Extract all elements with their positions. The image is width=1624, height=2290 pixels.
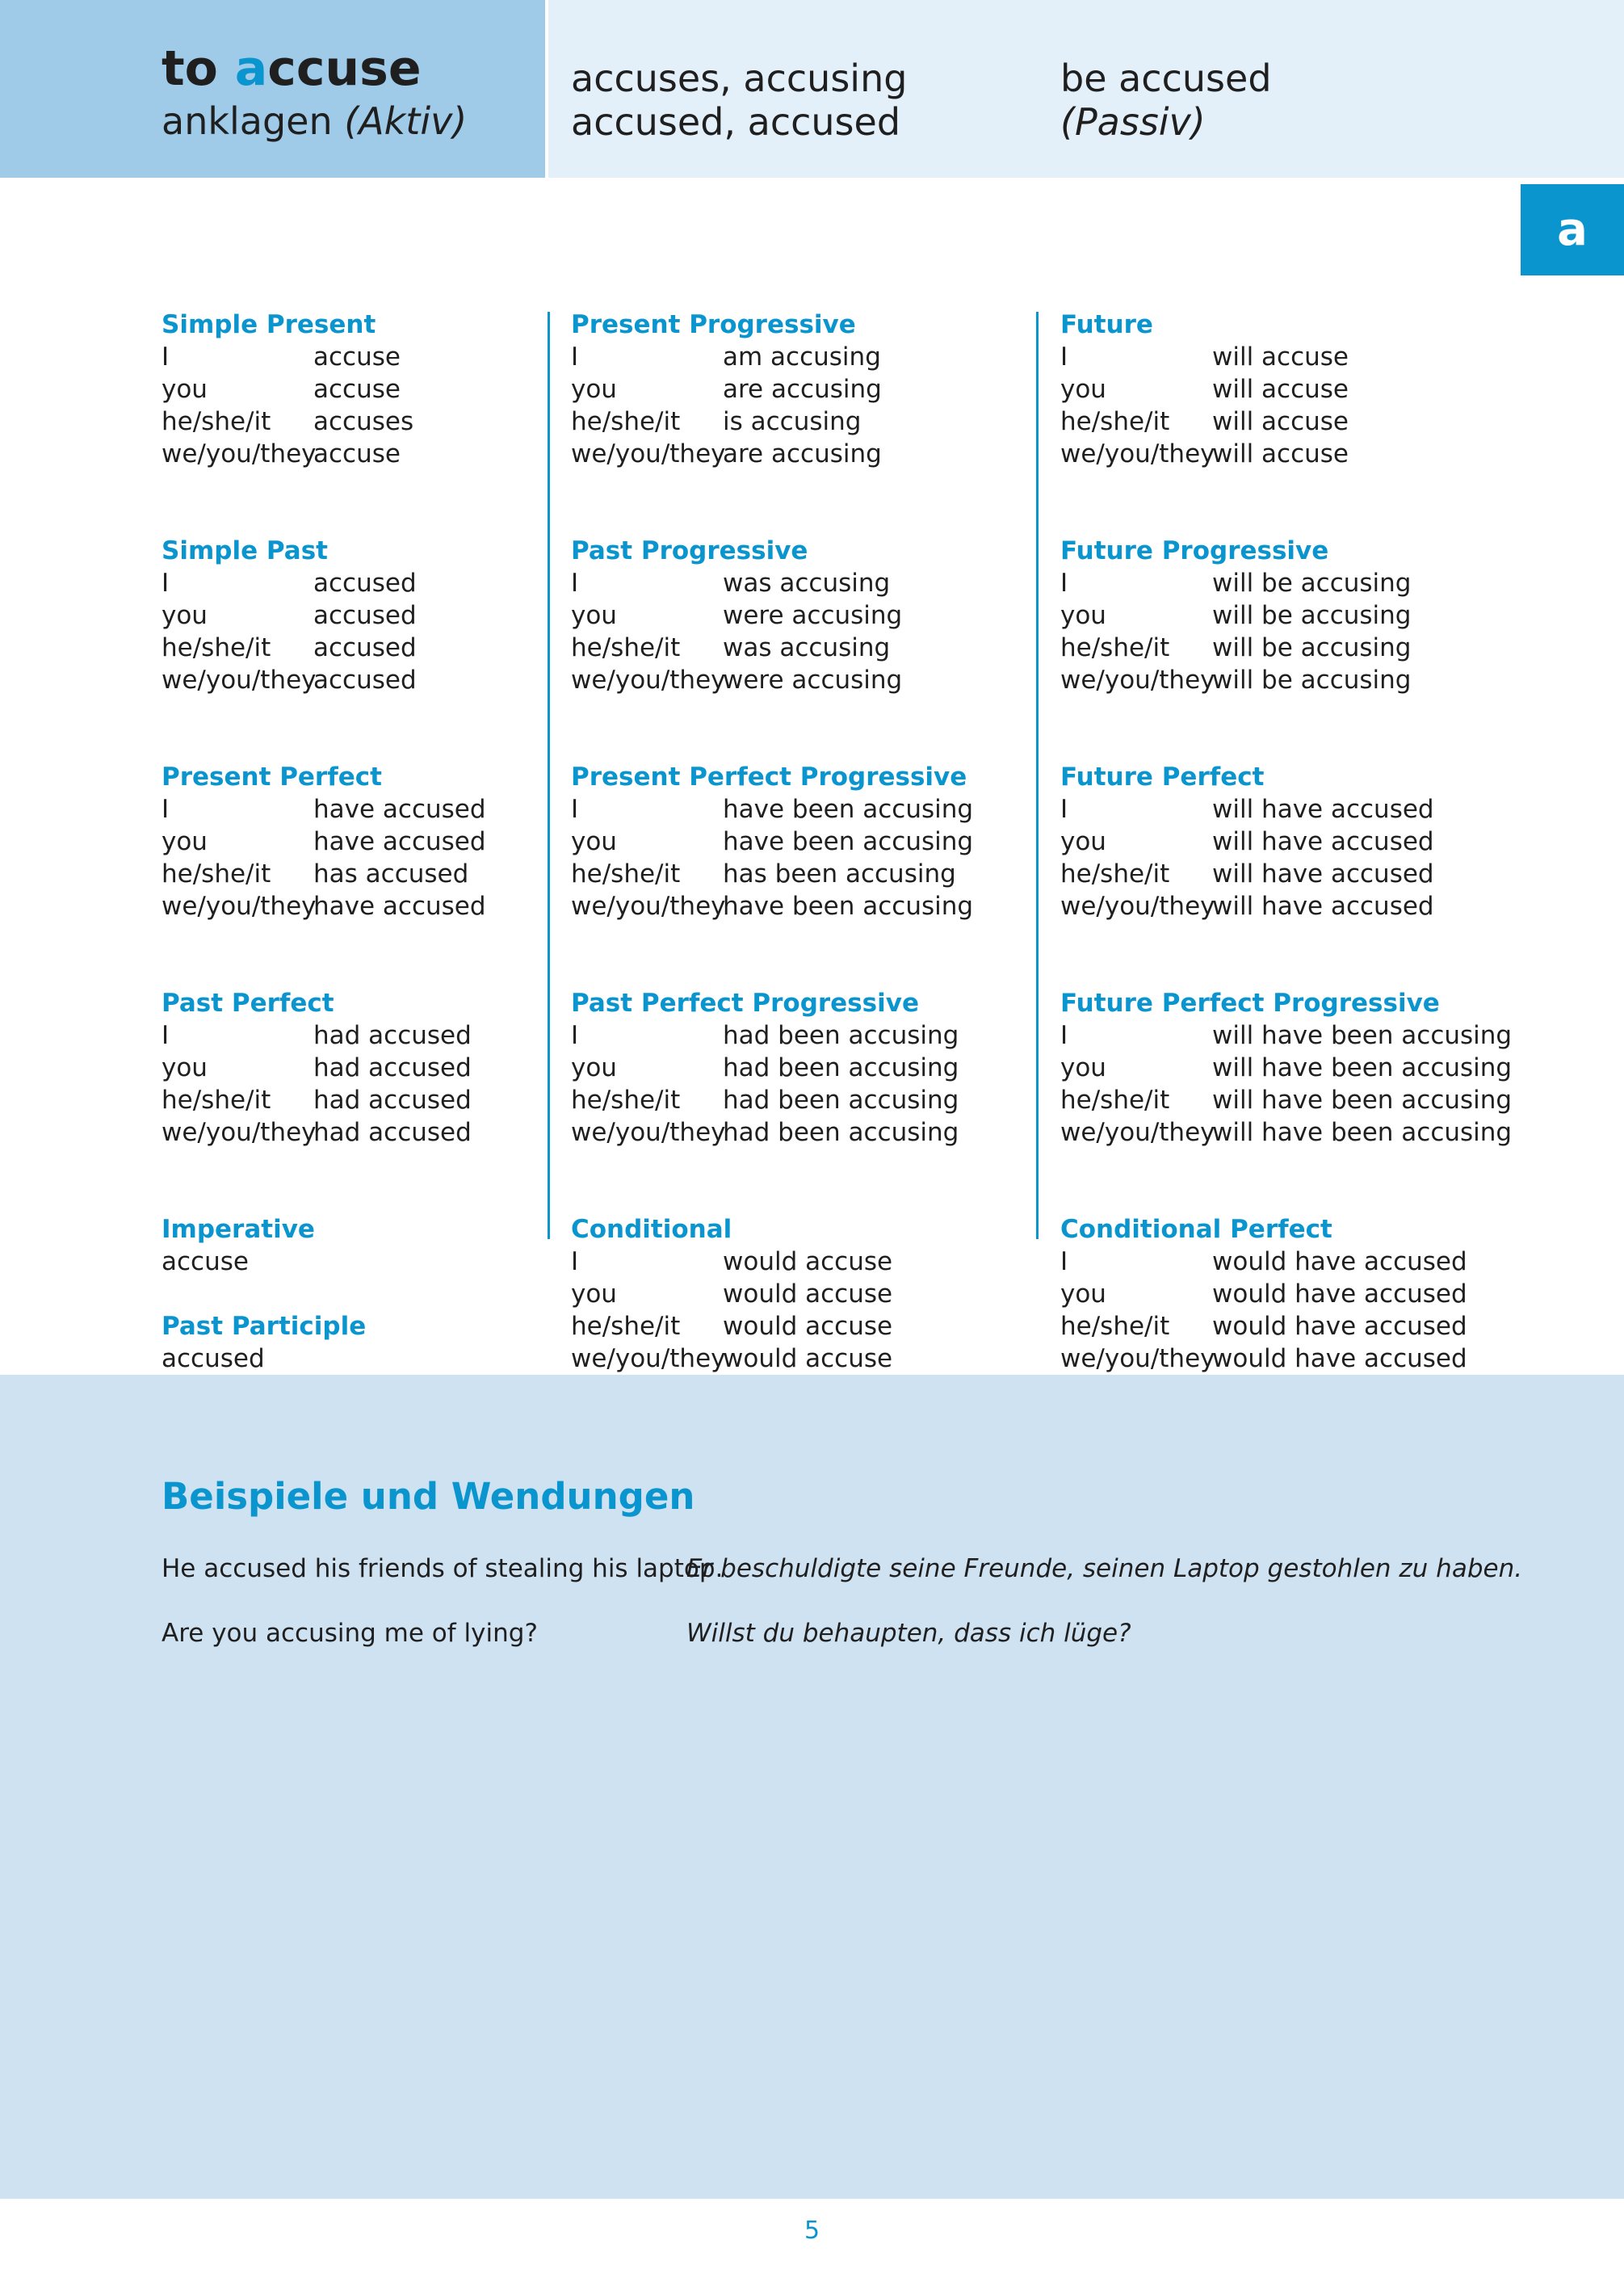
passive-form xyxy=(1060,57,1272,144)
verb-form: would have accused xyxy=(1212,1312,1467,1341)
examples-title: Beispiele und Wendungen xyxy=(162,1475,695,1518)
conjugation-row xyxy=(162,793,486,826)
pronoun: we/you/they xyxy=(1060,1118,1215,1147)
pronoun: we/you/they xyxy=(571,439,726,469)
conjugation-row xyxy=(1060,438,1512,470)
pronoun: we/you/they xyxy=(1060,1344,1215,1373)
pronoun: I xyxy=(1060,795,1068,824)
conjugation-row xyxy=(162,599,486,632)
forms-line-2: accused, accused xyxy=(571,100,901,144)
conjugation-row xyxy=(1060,664,1512,696)
pronoun: we/you/they xyxy=(571,666,726,695)
verb-form: have accused xyxy=(313,892,486,921)
tense-block-past-perfect xyxy=(162,987,486,1149)
tense-block-present-perfect xyxy=(162,761,486,922)
conjugation-row xyxy=(162,1019,486,1052)
conjugation-row xyxy=(571,1246,973,1278)
verb-form: will accuse xyxy=(1212,439,1349,469)
conjugation-row xyxy=(1060,632,1512,664)
verb-form: have accused xyxy=(313,827,486,856)
verb-title xyxy=(162,40,422,97)
pronoun: he/she/it xyxy=(1060,633,1170,662)
verb-translation xyxy=(162,101,467,142)
verb-form: will have accused xyxy=(1212,795,1434,824)
tense-title: Future xyxy=(1060,310,1153,339)
pronoun: he/she/it xyxy=(1060,859,1170,889)
verb-form: has accused xyxy=(313,859,469,889)
conjugation-row xyxy=(1060,373,1512,405)
verb-form: accuse xyxy=(162,1247,249,1276)
tense-column-1 xyxy=(162,309,486,1375)
verb-form: were accusing xyxy=(723,601,903,630)
tense-block-future xyxy=(1060,309,1512,470)
pronoun: he/she/it xyxy=(162,859,271,889)
verb-form: will accuse xyxy=(1212,375,1349,404)
pronoun: he/she/it xyxy=(1060,407,1170,436)
pronoun: you xyxy=(162,375,208,404)
tense-block-simple-present xyxy=(162,309,486,470)
pronoun: he/she/it xyxy=(571,1086,681,1115)
pronoun: I xyxy=(1060,569,1068,598)
pronoun: I xyxy=(571,1021,579,1050)
pronoun: we/you/they xyxy=(1060,892,1215,921)
verb-form: had accused xyxy=(313,1086,472,1115)
pronoun: we/you/they xyxy=(571,892,726,921)
verb-form: would accuse xyxy=(723,1312,893,1341)
tense-title: Future Perfect xyxy=(1060,763,1265,792)
conjugation-row xyxy=(1060,1019,1512,1052)
conjugation-row xyxy=(162,373,486,405)
pronoun: you xyxy=(1060,827,1106,856)
conjugation-row xyxy=(1060,858,1512,890)
column-divider-1 xyxy=(548,312,550,1239)
example-english: Are you accusing me of lying? xyxy=(162,1619,538,1648)
pronoun: I xyxy=(162,795,170,824)
verb-form: will be accusing xyxy=(1212,569,1412,598)
pronoun: he/she/it xyxy=(162,407,271,436)
conjugation-row xyxy=(571,373,973,405)
conjugation-row xyxy=(162,890,486,922)
verb-form: would have accused xyxy=(1212,1344,1467,1373)
pronoun: I xyxy=(162,569,170,598)
translation-text: anklagen xyxy=(162,99,333,143)
conjugation-row xyxy=(162,1052,486,1084)
conjugation-row xyxy=(162,405,486,438)
verb-form: was accusing xyxy=(723,633,891,662)
example-german: Er beschuldigte seine Freunde, seinen Laptop gestohlen zu haben. xyxy=(686,1554,1523,1583)
tense-title: Present Progressive xyxy=(571,310,856,339)
conjugation-row xyxy=(1060,1278,1512,1310)
tense-block-future-perfect-progressive xyxy=(1060,987,1512,1149)
conjugation-row xyxy=(571,890,973,922)
verb-form: will be accusing xyxy=(1212,666,1412,695)
conjugation-row xyxy=(571,1052,973,1084)
pronoun: I xyxy=(571,795,579,824)
passive-label: (Passiv) xyxy=(1060,100,1206,144)
tense-block-future-perfect xyxy=(1060,761,1512,922)
tense-title: Imperative xyxy=(162,1215,315,1244)
verb-form: will have accused xyxy=(1212,859,1434,889)
tense-title: Present Perfect Progressive xyxy=(571,763,967,792)
pronoun: I xyxy=(571,569,579,598)
conjugation-row xyxy=(1060,599,1512,632)
tense-block-conditional xyxy=(571,1213,973,1375)
verb-form: have been accusing xyxy=(723,892,974,921)
tense-block-future-progressive xyxy=(1060,535,1512,696)
verb-form: would accuse xyxy=(723,1344,893,1373)
pronoun: you xyxy=(571,375,617,404)
pronoun: we/you/they xyxy=(571,1344,726,1373)
conjugation-row xyxy=(162,1116,486,1149)
verb-form: will accuse xyxy=(1212,342,1349,372)
verb-form: accused xyxy=(313,569,417,598)
pronoun: we/you/they xyxy=(1060,666,1215,695)
pronoun: we/you/they xyxy=(162,439,317,469)
verb-form: have been accusing xyxy=(723,827,974,856)
verb-form: have been accusing xyxy=(723,795,974,824)
pronoun: you xyxy=(162,827,208,856)
pronoun: you xyxy=(571,827,617,856)
pronoun: we/you/they xyxy=(162,1118,317,1147)
verb-form: had been accusing xyxy=(723,1118,959,1147)
title-initial: a xyxy=(234,40,268,97)
conjugation-row xyxy=(571,1116,973,1149)
conjugation-row xyxy=(571,1019,973,1052)
conjugation-row xyxy=(571,405,973,438)
verb-form: was accusing xyxy=(723,569,891,598)
tense-block-present-progressive xyxy=(571,309,973,470)
pronoun: you xyxy=(1060,1053,1106,1082)
conjugation-row xyxy=(571,567,973,599)
tense-title: Present Perfect xyxy=(162,763,382,792)
conjugation-row xyxy=(1060,341,1512,373)
tense-title: Past Perfect xyxy=(162,989,334,1018)
conjugation-row xyxy=(571,858,973,890)
pronoun: you xyxy=(571,1279,617,1309)
forms-line-1: accuses, accusing xyxy=(571,57,908,100)
conjugation-row xyxy=(1060,405,1512,438)
verb-form: have accused xyxy=(313,795,486,824)
verb-form: am accusing xyxy=(723,342,881,372)
verb-form: had accused xyxy=(313,1021,472,1050)
verb-forms xyxy=(571,57,907,144)
pronoun: you xyxy=(162,601,208,630)
tense-block-past-progressive xyxy=(571,535,973,696)
conjugation-row xyxy=(571,341,973,373)
conjugation-row xyxy=(571,438,973,470)
conjugation-row xyxy=(1060,1310,1512,1342)
conjugation-row xyxy=(162,341,486,373)
pronoun: you xyxy=(571,1053,617,1082)
conjugation-row xyxy=(162,438,486,470)
tense-block-past-participle xyxy=(162,1310,486,1375)
pronoun: I xyxy=(1060,342,1068,372)
tense-block-past-perfect-progressive xyxy=(571,987,973,1149)
pronoun: we/you/they xyxy=(1060,439,1215,469)
verb-form: had been accusing xyxy=(723,1053,959,1082)
tense-block-present-perfect-progressive xyxy=(571,761,973,922)
pronoun: he/she/it xyxy=(162,633,271,662)
pronoun: you xyxy=(1060,601,1106,630)
verb-form: has been accusing xyxy=(723,859,956,889)
tense-column-2 xyxy=(571,309,973,1375)
conjugation-row xyxy=(162,1084,486,1116)
conjugation-row xyxy=(1060,1246,1512,1278)
verb-form: are accusing xyxy=(723,439,882,469)
tense-title: Conditional Perfect xyxy=(1060,1215,1332,1244)
verb-form: will accuse xyxy=(1212,407,1349,436)
conjugation-row xyxy=(162,567,486,599)
pronoun: we/you/they xyxy=(162,892,317,921)
verb-form: would have accused xyxy=(1212,1279,1467,1309)
conjugation-row xyxy=(571,632,973,664)
conjugation-row xyxy=(1060,567,1512,599)
verb-form: will have been accusing xyxy=(1212,1053,1513,1082)
conjugation-row xyxy=(571,599,973,632)
conjugation-row xyxy=(571,664,973,696)
verb-form: accused xyxy=(313,601,417,630)
pronoun: you xyxy=(162,1053,208,1082)
pronoun: we/you/they xyxy=(571,1118,726,1147)
conjugation-row xyxy=(1060,1052,1512,1084)
pronoun: you xyxy=(571,601,617,630)
verb-form: were accusing xyxy=(723,666,903,695)
conjugation-row xyxy=(571,826,973,858)
verb-form: accuses xyxy=(313,407,414,436)
example-english: He accused his friends of stealing his laptop. xyxy=(162,1554,724,1583)
conjugation-row xyxy=(162,858,486,890)
verb-form: accused xyxy=(162,1344,265,1373)
tense-block-simple-past xyxy=(162,535,486,696)
verb-form: is accusing xyxy=(723,407,862,436)
conjugation-row xyxy=(571,793,973,826)
pronoun: I xyxy=(162,1021,170,1050)
pronoun: I xyxy=(571,1247,579,1276)
pronoun: he/she/it xyxy=(1060,1086,1170,1115)
pronoun: he/she/it xyxy=(571,633,681,662)
pronoun: you xyxy=(1060,1279,1106,1309)
title-rest: ccuse xyxy=(267,40,422,97)
passive-line-1: be accused xyxy=(1060,57,1272,100)
example-row xyxy=(162,1617,1131,1649)
conjugation-row xyxy=(571,1342,973,1375)
verb-form: accuse xyxy=(313,342,401,372)
verb-form: had been accusing xyxy=(723,1021,959,1050)
tense-column-3 xyxy=(1060,309,1512,1375)
example-german: Willst du behaupten, dass ich lüge? xyxy=(686,1619,1131,1648)
tense-title: Past Participle xyxy=(162,1312,367,1341)
tense-block-imperative xyxy=(162,1213,486,1278)
verb-form: would accuse xyxy=(723,1247,893,1276)
conjugation-row xyxy=(571,1278,973,1310)
tense-title: Past Progressive xyxy=(571,536,808,565)
verb-form: accused xyxy=(313,633,417,662)
pronoun: he/she/it xyxy=(162,1086,271,1115)
pronoun: I xyxy=(571,342,579,372)
verb-form: had accused xyxy=(313,1118,472,1147)
conjugation-row xyxy=(1060,890,1512,922)
pronoun: I xyxy=(1060,1021,1068,1050)
verb-form: are accusing xyxy=(723,375,882,404)
active-label: (Aktiv) xyxy=(344,99,468,143)
pronoun: he/she/it xyxy=(1060,1312,1170,1341)
verb-form: would have accused xyxy=(1212,1247,1467,1276)
tense-title: Future Perfect Progressive xyxy=(1060,989,1440,1018)
conjugation-row xyxy=(1060,1342,1512,1375)
pronoun: he/she/it xyxy=(571,407,681,436)
verb-form: accused xyxy=(313,666,417,695)
pronoun: we/you/they xyxy=(162,666,317,695)
conjugation-row xyxy=(162,664,486,696)
verb-form: will have been accusing xyxy=(1212,1086,1513,1115)
conjugation-row xyxy=(1060,1084,1512,1116)
tense-title: Simple Present xyxy=(162,310,376,339)
verb-form: would accuse xyxy=(723,1279,893,1309)
pronoun: you xyxy=(1060,375,1106,404)
conjugation-row xyxy=(571,1310,973,1342)
verb-form: will have accused xyxy=(1212,827,1434,856)
letter-index-tab: a xyxy=(1521,184,1624,275)
verb-form: will be accusing xyxy=(1212,601,1412,630)
tense-title: Simple Past xyxy=(162,536,328,565)
verb-form: accuse xyxy=(313,439,401,469)
verb-form: had accused xyxy=(313,1053,472,1082)
tense-title: Conditional xyxy=(571,1215,732,1244)
conjugation-row xyxy=(1060,826,1512,858)
pronoun: he/she/it xyxy=(571,1312,681,1341)
column-divider-2 xyxy=(1036,312,1039,1239)
example-row xyxy=(162,1553,1523,1585)
verb-form: will have been accusing xyxy=(1212,1118,1513,1147)
tense-title: Past Perfect Progressive xyxy=(571,989,919,1018)
tense-title: Future Progressive xyxy=(1060,536,1329,565)
conjugation-row xyxy=(571,1084,973,1116)
verb-form: will be accusing xyxy=(1212,633,1412,662)
title-prefix: to xyxy=(162,40,235,97)
pronoun: he/she/it xyxy=(571,859,681,889)
pronoun: I xyxy=(162,342,170,372)
tense-block-conditional-perfect xyxy=(1060,1213,1512,1375)
conjugation-row xyxy=(1060,793,1512,826)
verb-form: accuse xyxy=(313,375,401,404)
conjugation-row xyxy=(162,826,486,858)
pronoun: I xyxy=(1060,1247,1068,1276)
verb-form: will have been accusing xyxy=(1212,1021,1513,1050)
page-number: 5 xyxy=(804,2216,820,2245)
verb-form: will have accused xyxy=(1212,892,1434,921)
verb-form: had been accusing xyxy=(723,1086,959,1115)
conjugation-row xyxy=(1060,1116,1512,1149)
conjugation-row xyxy=(162,632,486,664)
